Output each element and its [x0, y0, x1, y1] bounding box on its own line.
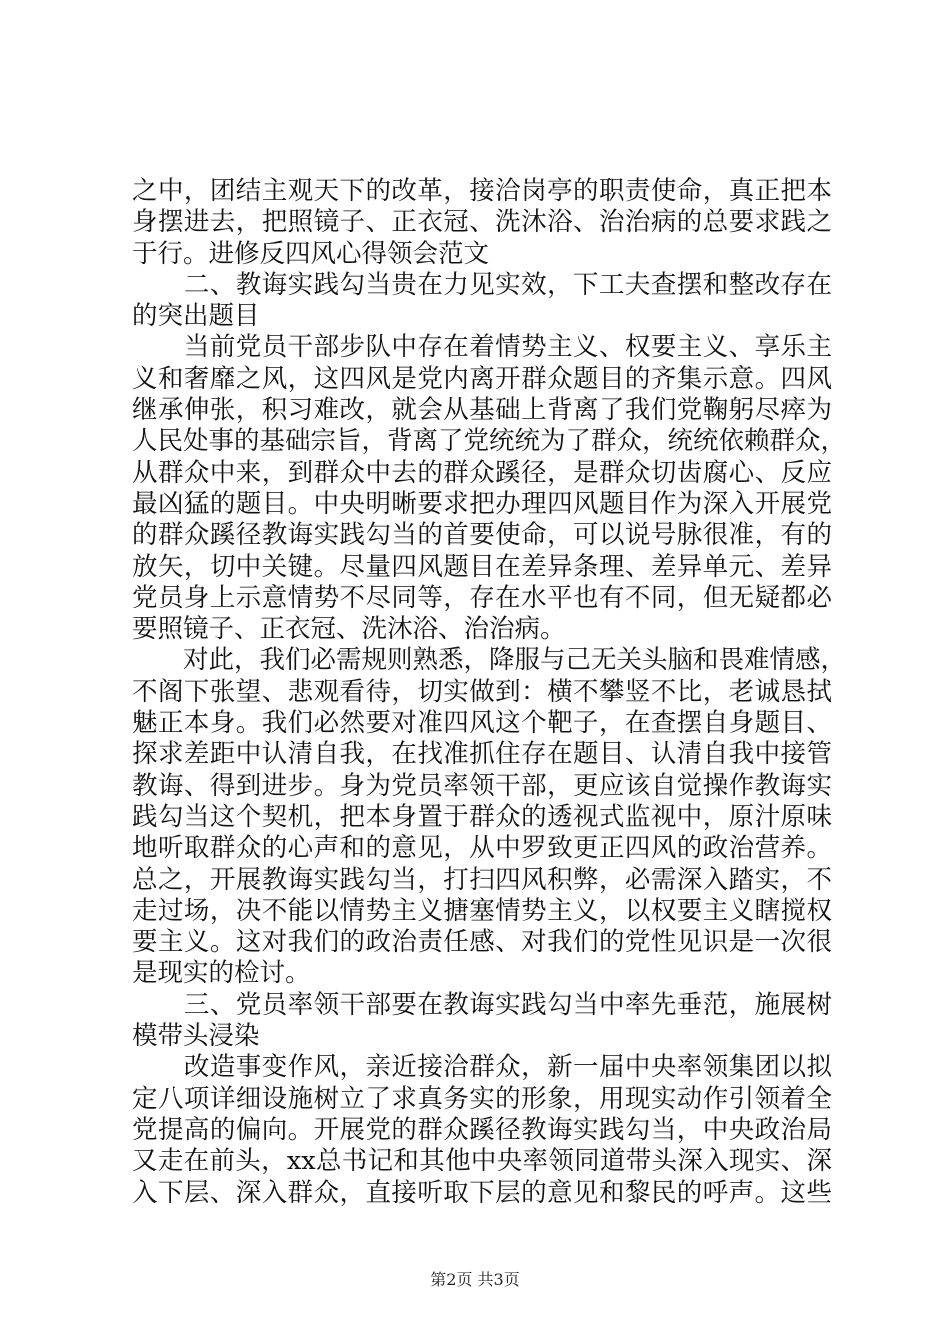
text-line: 身摆进去，把照镜子、正衣冠、洗沐浴、治治病的总要求践之 [132, 207, 832, 238]
text-line: 模带头浸染 [132, 1021, 260, 1052]
text-line: 义和奢靡之风，这四风是党内离开群众题目的齐集示意。四风 [132, 363, 832, 394]
text-line: 要主义。这对我们的政治责任感、对我们的党性见识是一次很 [132, 927, 832, 958]
text-line: 二、教诲实践勾当贵在力见实效，下工夫查摆和整改存在 [132, 269, 832, 300]
text-line: 党员身上示意情势不尽同等，存在水平也有不同，但无疑都必 [132, 582, 832, 613]
document-body [132, 176, 847, 1209]
text-line: 最凶猛的题目。中央明晰要求把办理四风题目作为深入开展党 [132, 488, 832, 519]
text-line: 要照镜子、正衣冠、洗沐浴、治治病。 [132, 614, 566, 645]
text-line: 当前党员干部步队中存在着情势主义、权要主义、享乐主 [132, 332, 832, 363]
text-line: 践勾当这个契机，把本身置于群众的透视式监视中，原汁原味 [132, 801, 832, 832]
text-line: 于行。进修反四风心得领会范文 [132, 238, 490, 269]
text-line: 人民处事的基础宗旨，背离了党统统为了群众，统统依赖群众， [132, 426, 847, 457]
text-line: 入下层、深入群众，直接听取下层的意见和黎民的呼声。这些 [132, 1177, 832, 1208]
text-line: 又走在前头，xx总书记和其他中央率领同道带头深入现实、深 [132, 1146, 832, 1177]
text-line: 地听取群众的心声和的意见，从中罗致更正四风的政治营养。 [132, 833, 832, 864]
text-line: 放矢，切中关键。尽量四风题目在差异条理、差异单元、差异 [132, 551, 832, 582]
text-line: 的突出题目 [132, 301, 260, 332]
text-line: 探求差距中认清自我，在找准抓住存在题目、认清自我中接管 [132, 739, 832, 770]
text-line: 继承伸张，积习难改，就会从基础上背离了我们党鞠躬尽瘁为 [132, 395, 832, 426]
text-line: 总之，开展教诲实践勾当，打扫四风积弊，必需深入踏实，不 [132, 864, 832, 895]
text-line: 教诲、得到进步。身为党员率领干部，更应该自觉操作教诲实 [132, 770, 832, 801]
text-line: 的群众蹊径教诲实践勾当的首要使命，可以说号脉很准，有的 [132, 520, 832, 551]
text-line: 是现实的检讨。 [132, 958, 311, 989]
text-line: 不阁下张望、悲观看待，切实做到：横不攀竖不比，老诚恳拭 [132, 676, 832, 707]
text-line: 改造事变作风，亲近接洽群众，新一届中央率领集团以拟 [132, 1052, 832, 1083]
text-line: 对此，我们必需规则熟悉，降服与己无关头脑和畏难情感， [132, 645, 847, 676]
text-line: 党提高的偏向。开展党的群众蹊径教诲实践勾当，中央政治局 [132, 1114, 832, 1145]
text-line: 从群众中来，到群众中去的群众蹊径，是群众切齿腐心、反应 [132, 457, 832, 488]
page-footer: 第2页 共3页 [430, 1270, 520, 1289]
text-line: 定八项详细设施树立了求真务实的形象，用现实动作引领着全 [132, 1083, 832, 1114]
text-line: 之中，团结主观天下的改革，接洽岗亭的职责使命，真正把本 [132, 176, 832, 206]
text-line: 走过场，决不能以情势主义搪塞情势主义，以权要主义瞎搅权 [132, 895, 832, 926]
text-line: 三、党员率领干部要在教诲实践勾当中率先垂范，施展树 [132, 989, 832, 1020]
text-line: 魅正本身。我们必然要对准四风这个靶子，在查摆自身题目、 [132, 708, 832, 739]
